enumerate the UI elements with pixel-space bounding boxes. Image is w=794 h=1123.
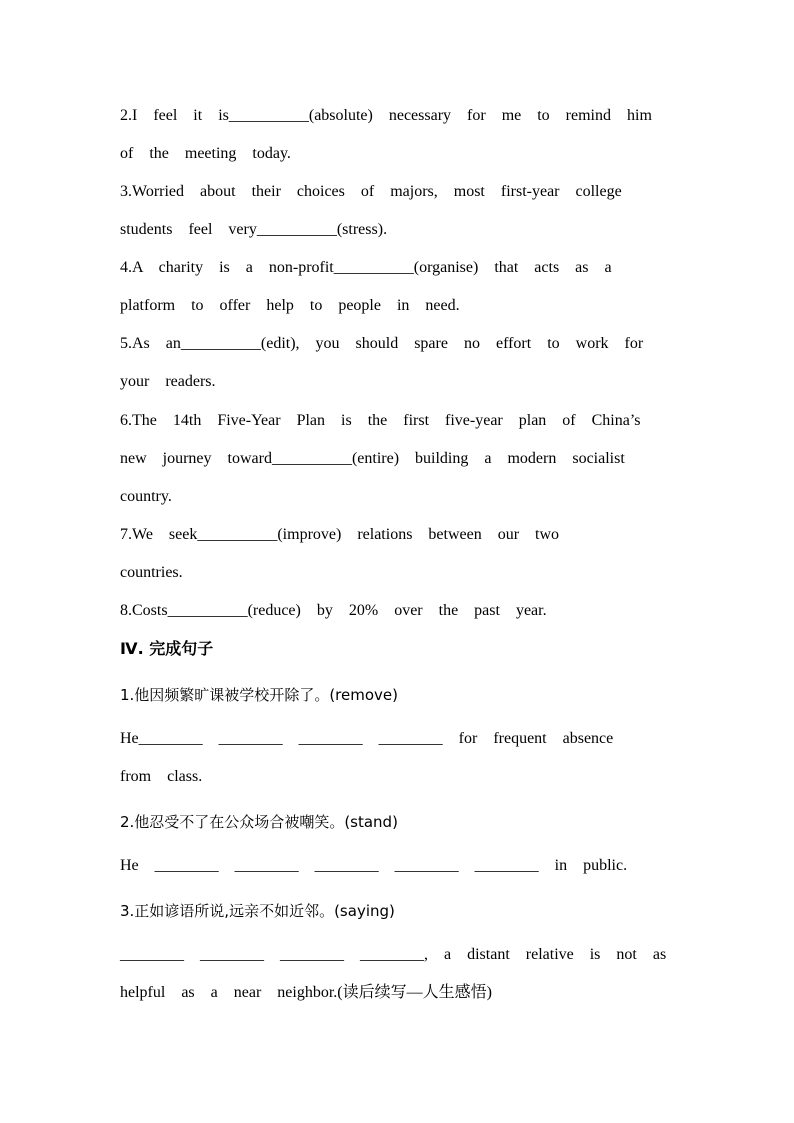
s4-q1-prompt: 1.他因频繁旷课被学校开除了。(remove): [120, 686, 398, 704]
q2-line-1: 2.I feel it is__________(absolute) necessary for me to remind him: [120, 107, 652, 124]
q5-line-1: 5.As an__________(edit), you should spare no effort to work for: [120, 335, 644, 352]
q7-line-1: 7.We seek__________(improve) relations between our two: [120, 526, 560, 543]
q8-line-1: 8.Costs__________(reduce) by 20% over the past year.: [120, 602, 547, 619]
s4-q3-line-1: ________ ________ ________ ________, a distant relative is not as: [120, 946, 667, 963]
q7-line-2: countries.: [120, 564, 183, 581]
q4-line-1: 4.A charity is a non-profit__________(organise) that acts as a: [120, 259, 612, 276]
s4-q3-line-2: helpful as a near neighbor.(读后续写—人生感悟): [120, 984, 492, 1001]
q6-line-3: country.: [120, 488, 172, 505]
q5-line-2: your readers.: [120, 373, 216, 390]
s4-q2-prompt: 2.他忍受不了在公众场合被嘲笑。(stand): [120, 813, 398, 831]
q3-line-1: 3.Worried about their choices of majors, most first-year college: [120, 183, 622, 200]
q6-line-1: 6.The 14th Five-Year Plan is the first five-year plan of China’s: [120, 412, 641, 429]
s4-q3-prompt: 3.正如谚语所说,远亲不如近邻。(saying): [120, 902, 395, 920]
s4-q1-line-2: from class.: [120, 768, 203, 785]
q4-line-2: platform to offer help to people in need.: [120, 297, 460, 314]
s4-q2-line-1: He ________ ________ ________ ________ ________ in public.: [120, 857, 628, 874]
section-4-heading: Ⅳ. 完成句子: [120, 639, 214, 658]
q3-line-2: students feel very__________(stress).: [120, 221, 388, 238]
q6-line-2: new journey toward__________(entire) building a modern socialist: [120, 450, 625, 467]
q2-line-2: of the meeting today.: [120, 145, 291, 162]
s4-q1-line-1: He________ ________ ________ ________ for frequent absence: [120, 730, 614, 747]
